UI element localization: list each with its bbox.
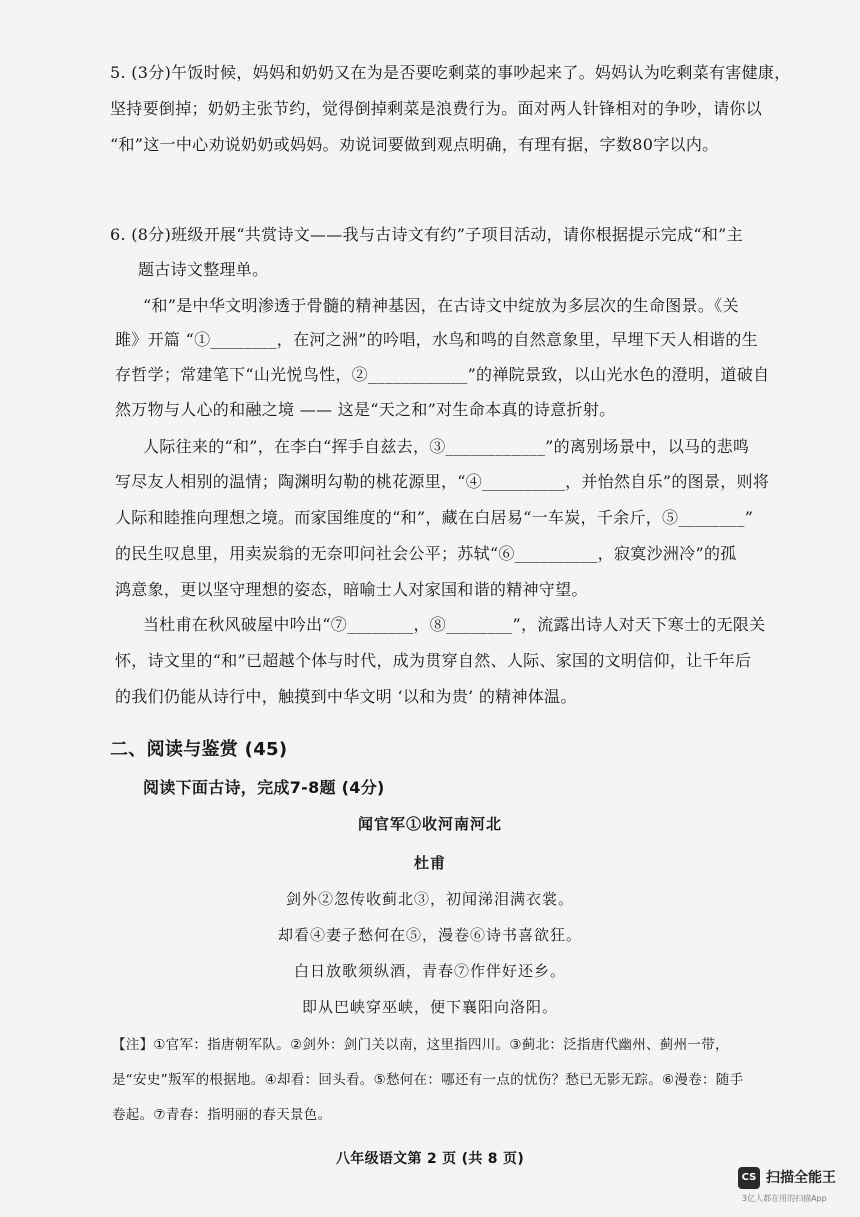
section-2-instruction: 阅读下面古诗，完成7-8题 (4分)	[143, 778, 385, 797]
page-footer: 八年级语文第 2 页 (共 8 页)	[335, 1151, 525, 1167]
q5-line-1: 5. (3分)午饭时候，妈妈和奶奶又在为是否要吃剩菜的事吵起来了。妈妈认为吃剩菜有害健康，	[110, 63, 791, 82]
q6-line-1: 6. (8分)班级开展“共赏诗文——我与古诗文有约”子项目活动，请你根据提示完成“和”主	[110, 225, 743, 244]
q6-p2-line-3: 人际和睦推向理想之境。而家国维度的“和”，藏在白居易“一车炭，千余斤，⑤________”	[115, 508, 754, 527]
q6-p2-line-1: 人际往来的“和”，在李白“挥手自兹去，③____________”的离别场景中，以马的悲鸣	[143, 437, 750, 456]
q6-p2-line-4: 的民生叹息里，用卖炭翁的无奈叩问社会公平；苏轼“⑥__________，寂寞沙洲冷”的孤	[115, 544, 737, 563]
scanner-logo-icon: CS	[738, 1167, 760, 1189]
q6-p2-line-2: 写尽友人相别的温情；陶渊明勾勒的桃花源里，“④__________，并怡然自乐”的图景，则将	[115, 472, 770, 491]
scanner-brand-name: 扫描全能王	[766, 1170, 836, 1186]
scanner-watermark	[738, 1165, 848, 1213]
scanner-tagline: 3亿人都在用的扫描App	[742, 1194, 827, 1203]
poem-title: 闻官军①收河南河北	[357, 815, 502, 833]
q5-line-3: “和”这一中心劝说奶奶或妈妈。劝说词要做到观点明确，有理有据，字数80字以内。	[110, 135, 719, 154]
q6-line-2: 题古诗文整理单。	[138, 260, 269, 279]
q6-p2-line-5: 鸿意象，更以坚守理想的姿态，暗喻士人对家国和谐的精神守望。	[115, 580, 588, 599]
q6-p3-line-2: 怀，诗文里的“和”已超越个体与时代，成为贯穿自然、人际、家国的文明信仰，让千年后	[115, 651, 752, 670]
poem-author: 杜甫	[413, 854, 446, 872]
section-2-title: 二、阅读与鉴赏 (45)	[110, 739, 288, 760]
poem-line-1: 剑外②忽传收蓟北③，初闻涕泪满衣裳。	[285, 890, 574, 908]
notes-line-2: 是“安史”叛军的根据地。④却看：回头看。⑤愁何在：哪还有一点的忧伤？愁已无影无踪。⑥漫卷：随手	[112, 1072, 744, 1088]
q5-line-2: 坚持要倒掉；奶奶主张节约，觉得倒掉剩菜是浪费行为。面对两人针锋相对的争吵，请你以	[110, 99, 763, 118]
poem-line-2: 却看④妻子愁何在⑤，漫卷⑥诗书喜欲狂。	[277, 926, 582, 944]
poem-line-4: 即从巴峡穿巫峡，便下襄阳向洛阳。	[301, 998, 558, 1016]
poem-line-3: 白日放歌须纵酒，青春⑦作伴好还乡。	[293, 962, 566, 980]
q6-p1-line-1: “和”是中华文明渗透于骨髓的精神基因，在古诗文中绽放为多层次的生命图景。《关	[143, 296, 739, 315]
q6-p3-line-3: 的我们仍能从诗行中，触摸到中华文明 ‘以和为贵’ 的精神体温。	[115, 687, 577, 706]
notes-line-3: 卷起。⑦青春：指明丽的春天景色。	[112, 1107, 332, 1123]
q6-p1-line-4: 然万物与人心的和融之境 —— 这是“天之和”对生命本真的诗意折射。	[115, 400, 616, 419]
q6-p3-line-1: 当杜甫在秋风破屋中吟出“⑦________，⑧________”，流露出诗人对天下寒士的无限关	[143, 615, 766, 634]
notes-line-1: 【注】①官军：指唐朝军队。②剑外：剑门关以南，这里指四川。③蓟北：泛指唐代幽州、蓟州一带，	[112, 1037, 729, 1053]
q6-p1-line-3: 存哲学；常建笔下“山光悦鸟性，②____________”的禅院景致，以山光水色的澄明，道破自	[115, 365, 770, 384]
q6-p1-line-2: 雎》开篇 “①________，在河之洲”的吟唱，水鸟和鸣的自然意象里，早埋下天人相谐的生	[115, 330, 758, 349]
